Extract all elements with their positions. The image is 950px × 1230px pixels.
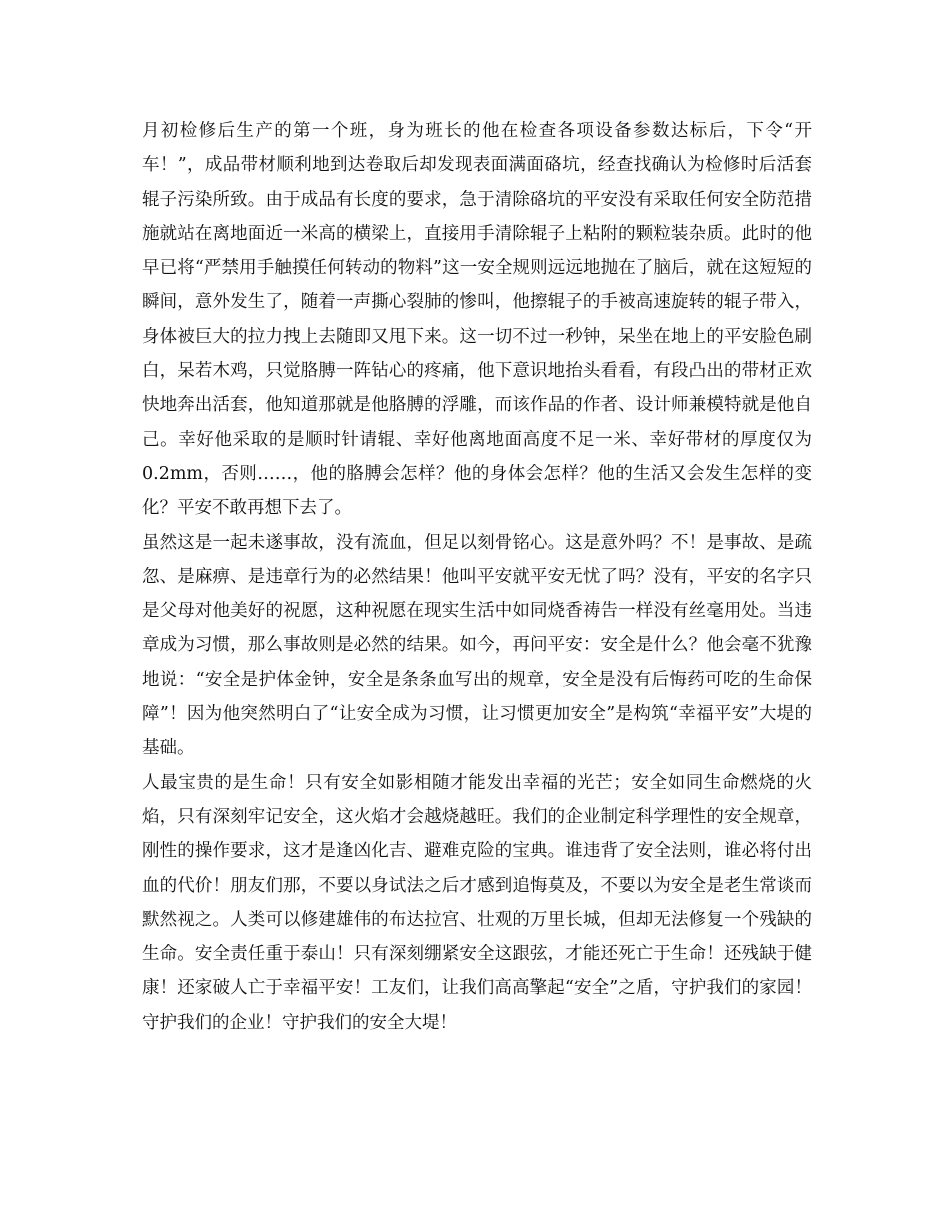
paragraph-safety-appeal: 人最宝贵的是生命！只有安全如影相随才能发出幸福的光芒；安全如同生命燃烧的火焰，只有深刻牢记安全，这火焰才会越烧越旺。我们的企业制定科学理性的安全规章，刚性的操作要求，这才是逢凶化吉、避难克险的宝典。谁违背了安全法则，谁必将付出血的代价！朋友们那，不要以身试法之后才感到追悔莫及，不要以为安全是老生常谈而默然视之。人类可以修建雄伟的布达拉宫、壮观的万里长城，但却无法修复一个残缺的生命。安全责任重于泰山！只有深刻绷紧安全这跟弦，才能还死亡于生命！还残缺于健康！还家破人亡于幸福平安！工友们，让我们高高擎起“安全”之盾，守护我们的家园！守护我们的企业！守护我们的安全大堤！ bbox=[142, 772, 812, 1033]
paragraph-reflection: 虽然这是一起未遂事故，没有流血，但足以刻骨铭心。这是意外吗？不！是事故、是疏忽、是麻痹、是违章行为的必然结果！他叫平安就平安无忧了吗？没有，平安的名字只是父母对他美好的祝愿，这种祝愿在现实生活中如同烧香祷告一样没有丝毫用处。当违章成为习惯，那么事故则是必然的结果。如今，再问平安：安全是什么？他会毫不犹豫地说：“安全是护体金钟，安全是条条血写出的规章，安全是没有后悔药可吃的生命保障”！因为他突然明白了“让安全成为习惯，让习惯更加安全”是构筑“幸福平安”大堤的基础。 bbox=[142, 532, 812, 759]
document-body bbox=[142, 114, 812, 1040]
paragraph-accident-story: 月初检修后生产的第一个班，身为班长的他在检查各项设备参数达标后，下令“开车！”，成品带材顺利地到达卷取后却发现表面满面硌坑，经查找确认为检修时后活套辊子污染所致。由于成品有长度的要求，急于清除硌坑的平安没有采取任何安全防范措施就站在离地面近一米高的横梁上，直接用手清除辊子上粘附的颗粒装杂质。此时的他早已将“严禁用手触摸任何转动的物料”这一安全规则远远地抛在了脑后，就在这短短的瞬间，意外发生了，随着一声撕心裂肺的惨叫，他擦辊子的手被高速旋转的辊子带入，身体被巨大的拉力拽上去随即又甩下来。这一切不过一秒钟，呆坐在地上的平安脸色刷白，呆若木鸡，只觉胳膊一阵钻心的疼痛，他下意识地抬头看看，有段凸出的带材正欢快地奔出活套，他知道那就是他胳膊的浮雕，而该作品的作者、设计师兼模特就是他自己。幸好他采取的是顺时针请辊、幸好他离地面高度不足一米、幸好带材的厚度仅为0.2mm，否则……，他的胳膊会怎样？他的身体会怎样？他的生活又会发生怎样的变化？平安不敢再想下去了。 bbox=[142, 121, 812, 519]
